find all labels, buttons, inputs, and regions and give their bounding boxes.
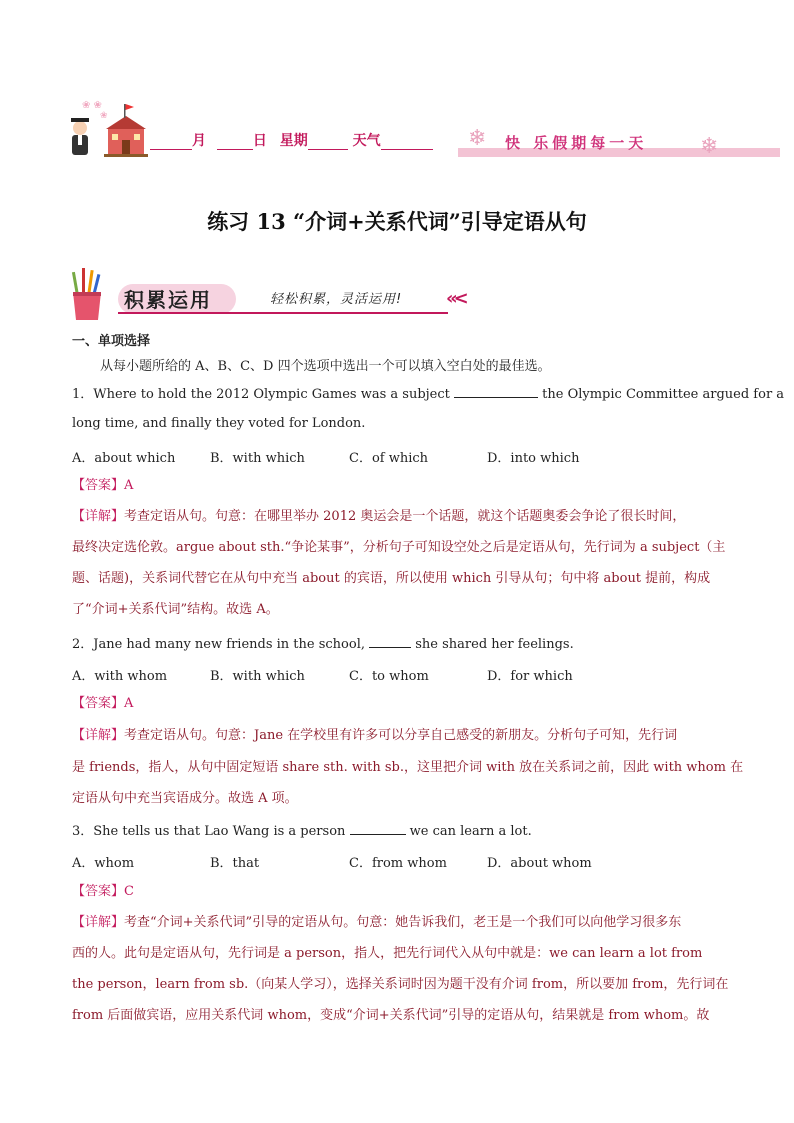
answer-gap	[369, 635, 411, 648]
detail-line: 【详解】考查定语从句。句意：在哪里举办 2012 奥运会是一个话题，就这个话题奥委会争论了很长时间，	[72, 509, 686, 524]
detail-line: 西的人。此句是定语从句，先行词是 a person，指人，把先行词代入从句中就是：we can learn a lot from	[72, 946, 703, 961]
detail-line: 【详解】考查“介词+关系代词”引导的定语从句。句意：她告诉我们，老王是一个我们可以向他学习很多东	[72, 915, 682, 930]
answer-gap	[454, 385, 538, 398]
month-label: 月	[192, 133, 206, 149]
weather-label: 天气	[352, 133, 381, 149]
instructions: 从每小题所给的 A、B、C、D 四个选项中选出一个可以填入空白处的最佳选。	[100, 359, 551, 374]
section-title: 积累运用	[124, 288, 212, 312]
question-stem: 1．Where to hold the 2012 Olympic Games was a subject the Olympic Committee argued for a	[72, 387, 785, 402]
double-arrow-left-icon: «<	[446, 288, 465, 309]
answer-value: A	[124, 696, 134, 711]
svg-text:❀: ❀	[100, 111, 108, 121]
answer-value: C	[124, 884, 134, 899]
question-stem: 2．Jane had many new friends in the school, she shared her feelings.	[72, 637, 574, 652]
option-a: A．about which	[72, 451, 176, 466]
answer-line	[72, 884, 134, 900]
answer-line	[72, 478, 133, 494]
option-c: C．to whom	[349, 669, 429, 684]
detail-line: 了“介词+关系代词”结构。故选 A。	[72, 602, 279, 617]
option-b: B．that	[210, 856, 260, 871]
snowflake-icon: ❄	[468, 126, 487, 151]
answer-tag: 【答案】	[72, 884, 125, 899]
weather-blank	[381, 135, 433, 150]
month-blank	[150, 135, 192, 150]
day-label: 日	[252, 133, 267, 149]
answer-tag: 【答案】	[72, 478, 125, 493]
answer-tag: 【答案】	[72, 696, 125, 711]
slogan: 快 乐假期每一天	[505, 134, 648, 152]
snowflake-icon: ❄	[700, 134, 719, 159]
pencil-cup-icon	[70, 268, 104, 320]
detail-tag: 【详解】	[72, 915, 125, 930]
detail-tag: 【详解】	[72, 509, 125, 524]
date-weather-line	[150, 130, 433, 150]
option-a: A．whom	[72, 856, 135, 871]
option-b: B．with which	[210, 669, 305, 684]
part-heading: 一、单项选择	[72, 334, 151, 349]
option-d: D．about whom	[487, 856, 592, 871]
section-underline	[118, 312, 448, 314]
detail-line: from 后面做宾语，应用关系代词 whom，变成“介词+关系代词”引导的定语从句，结果就是 from whom。故	[72, 1008, 710, 1023]
detail-line: 【详解】考查定语从句。句意：Jane 在学校里有许多可以分享自己感受的新朋友。分析句子可知，先行词	[72, 728, 678, 743]
option-b: B．with which	[210, 451, 305, 466]
detail-line: 最终决定选伦敦。argue about sth.“争论某事”，分析句子可知设空处之后是定语从句，先行词为 a subject（主	[72, 540, 726, 555]
svg-text:❀ ❀: ❀ ❀	[82, 100, 102, 111]
option-d: D．for which	[487, 669, 573, 684]
day-blank	[217, 135, 253, 150]
answer-gap	[350, 822, 406, 835]
option-c: C．of which	[349, 451, 429, 466]
section-subtitle: 轻松积累，灵活运用!	[270, 292, 403, 307]
detail-line: 定语从句中充当宾语成分。故选 A 项。	[72, 791, 298, 806]
option-a: A．with whom	[72, 669, 168, 684]
weekday-blank	[308, 135, 348, 150]
detail-line: 题、话题)，关系词代替它在从句中充当 about 的宾语，所以使用 which 引导从句；句中将 about 提前，构成	[72, 571, 711, 586]
detail-line: 是 friends，指人，从句中固定短语 share sth. with sb.，这里把介词 with 放在关系词之前，因此 with whom 在	[72, 760, 744, 775]
graduate-school-icon	[60, 96, 150, 158]
answer-value: A	[124, 478, 134, 493]
question-stem-cont: long time, and finally they voted for London.	[72, 416, 366, 431]
question-stem: 3．She tells us that Lao Wang is a person we can learn a lot.	[72, 824, 532, 839]
option-c: C．from whom	[349, 856, 447, 871]
detail-tag: 【详解】	[72, 728, 125, 743]
weekday-label: 星期	[279, 133, 308, 149]
page-title: 练习 13 “介词+关系代词”引导定语从句	[207, 209, 587, 234]
option-d: D．into which	[487, 451, 580, 466]
answer-line	[72, 696, 133, 712]
detail-line: the person，learn from sb.（向某人学习），选择关系词时因为题干没有介词 from，所以要加 from，先行词在	[72, 977, 729, 992]
